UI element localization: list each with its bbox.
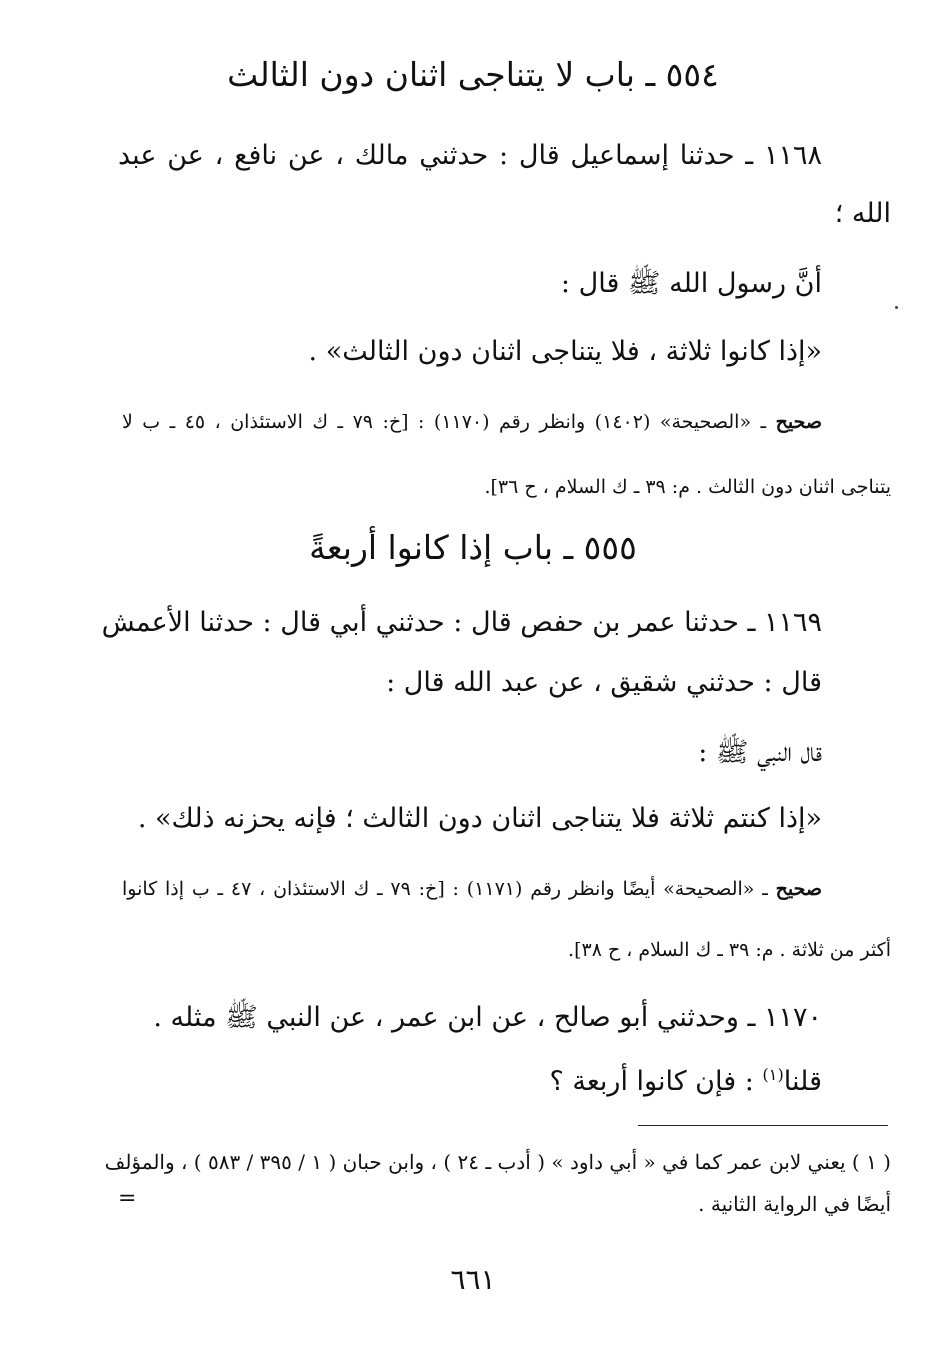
grading-note-1169-line1: [122, 878, 822, 900]
hadith-1169-line3: قال النبي ﷺ :: [698, 737, 822, 768]
grading-label: صحيح: [775, 411, 822, 433]
footnote-marker: (١): [762, 1065, 784, 1084]
hadith-1170-line2: [550, 1065, 823, 1097]
hadith-1169-line2: قال : حدثني شقيق ، عن عبد الله قال :: [386, 667, 822, 698]
grading-label: صحيح: [775, 878, 822, 900]
hadith-1170-line1: ١١٧٠ ـ وحدثني أبو صالح ، عن ابن عمر ، عن النبي ﷺ مثله .: [153, 1002, 822, 1033]
hadith-1170-line2-start: قلنا: [783, 1066, 822, 1097]
page-number: ٦٦١: [450, 1263, 496, 1296]
hadith-1168-line3: أنَّ رسول الله ﷺ قال :: [560, 268, 822, 299]
grading-note-1169-line2: أكثر من ثلاثة . م: ٣٩ ـ ك السلام ، ح ٣٨].: [568, 939, 891, 961]
hadith-1168-quote: «إذا كانوا ثلاثة ، فلا يتناجى اثنان دون الثالث» .: [308, 336, 822, 367]
grading-note-text: ـ «الصحيحة» أيضًا وانظر رقم (١١٧١) : [خ: ٧٩ ـ ك الاستئذان ، ٤٧ ـ ب إذا كانوا: [122, 878, 768, 900]
grading-note-1168-line2: يتناجى اثنان دون الثالث . م: ٣٩ ـ ك السلام ، ح ٣٦].: [484, 476, 891, 498]
grading-note-1168-line1: [122, 411, 822, 433]
chapter-heading-554: ٥٥٤ ـ باب لا يتناجى اثنان دون الثالث: [227, 55, 719, 94]
hadith-1169-line1: ١١٦٩ ـ حدثنا عمر بن حفص قال : حدثني أبي قال : حدثنا الأعمش: [101, 607, 822, 638]
hadith-1168-line1: ١١٦٨ ـ حدثنا إسماعيل قال : حدثني مالك ، عن نافع ، عن عبد: [118, 140, 822, 171]
footnote-1-line1: ( ١ ) يعني لابن عمر كما في « أبي داود » ( أدب ـ ٢٤ ) ، وابن حبان ( ١ / ٣٩٥ / ٥٨٣ ) ، والمؤلف: [104, 1150, 891, 1174]
continuation-mark: =: [118, 1186, 137, 1211]
hadith-1169-quote: «إذا كنتم ثلاثة فلا يتناجى اثنان دون الثالث ؛ فإنه يحزنه ذلك» .: [137, 803, 822, 834]
stray-mark: [895, 306, 898, 309]
footnote-1-line2: أيضًا في الرواية الثانية .: [698, 1192, 891, 1216]
grading-note-text: ـ «الصحيحة» (١٤٠٢) وانظر رقم (١١٧٠) : [خ: ٧٩ ـ ك الاستئذان ، ٤٥ ـ ب لا: [122, 411, 767, 433]
footnote-separator: [638, 1125, 888, 1126]
hadith-1170-line2-end: : فإن كانوا أربعة ؟: [549, 1066, 763, 1097]
chapter-heading-555: ٥٥٥ ـ باب إذا كانوا أربعةً: [309, 528, 637, 567]
hadith-1168-line2: الله ؛: [834, 198, 891, 229]
